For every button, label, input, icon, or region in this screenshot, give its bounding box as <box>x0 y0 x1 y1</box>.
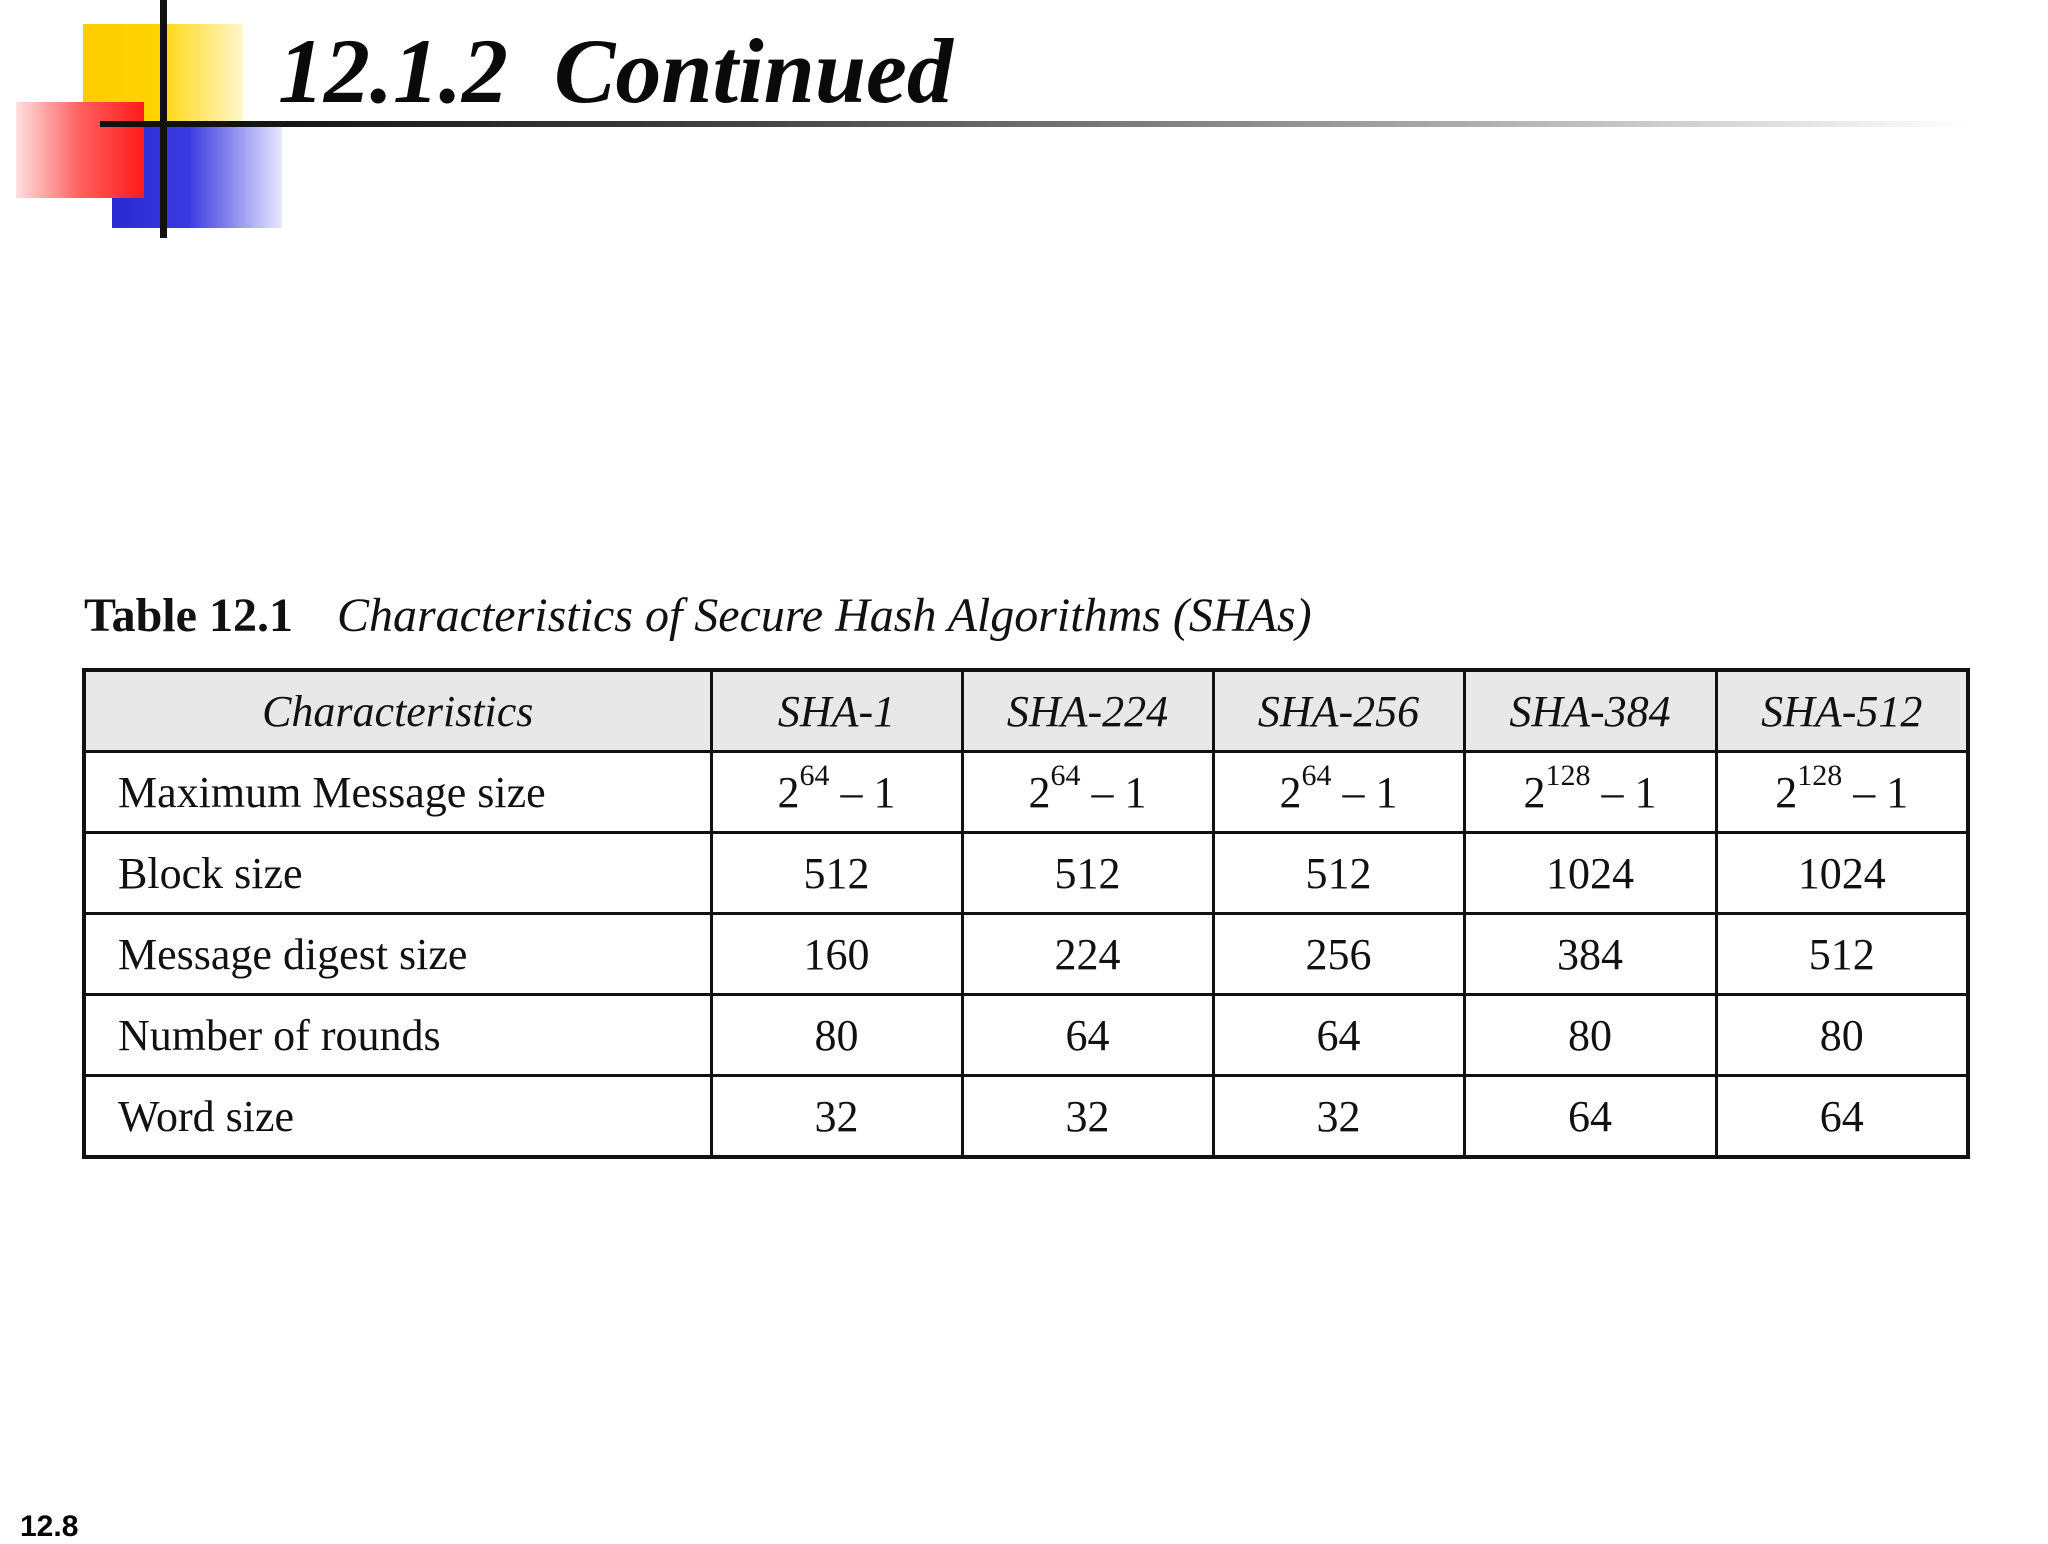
header-sha-224: SHA-224 <box>962 670 1213 752</box>
header-sha-256: SHA-256 <box>1213 670 1464 752</box>
table-caption-number: Table 12.1 <box>84 589 293 642</box>
header-characteristics: Characteristics <box>84 670 711 752</box>
table-row-word-size <box>84 1076 1968 1158</box>
logo-red-square <box>16 102 144 198</box>
row-label: Maximum Message size <box>84 752 711 833</box>
row-label: Number of rounds <box>84 995 711 1076</box>
table-cell: 512 <box>1716 914 1968 995</box>
table-caption <box>84 588 1312 643</box>
row-label: Message digest size <box>84 914 711 995</box>
header-sha-1: SHA-1 <box>711 670 962 752</box>
row-label: Word size <box>84 1076 711 1158</box>
table-header-row <box>84 670 1968 752</box>
table-cell: 1024 <box>1464 833 1716 914</box>
table-cell: 80 <box>1464 995 1716 1076</box>
table-cell: 80 <box>711 995 962 1076</box>
table-cell: 512 <box>962 833 1213 914</box>
table-cell: 512 <box>1213 833 1464 914</box>
table-row-max-message-size <box>84 752 1968 833</box>
table-cell: 512 <box>711 833 962 914</box>
header-sha-512: SHA-512 <box>1716 670 1968 752</box>
row-label: Block size <box>84 833 711 914</box>
table-cell: 224 <box>962 914 1213 995</box>
table-cell: 384 <box>1464 914 1716 995</box>
sha-characteristics-table <box>82 668 1970 1159</box>
page-number: 12.8 <box>20 1510 79 1543</box>
table-cell: 32 <box>711 1076 962 1158</box>
table-cell: $2^{64} - 1$ <box>962 752 1213 833</box>
table-row-number-of-rounds <box>84 995 1968 1076</box>
table-cell: 32 <box>962 1076 1213 1158</box>
table-cell: 64 <box>1464 1076 1716 1158</box>
slide-title: 12.1.2 Continued <box>278 20 953 122</box>
table-cell: 256 <box>1213 914 1464 995</box>
table-cell: 1024 <box>1716 833 1968 914</box>
table-cell: 64 <box>1213 995 1464 1076</box>
table-cell: 64 <box>962 995 1213 1076</box>
table-row-block-size <box>84 833 1968 914</box>
table-cell: $2^{128} - 1$ <box>1716 752 1968 833</box>
table-cell: 32 <box>1213 1076 1464 1158</box>
logo-vertical-line <box>160 0 167 238</box>
slide-logo <box>0 0 300 240</box>
table-cell: $2^{128} - 1$ <box>1464 752 1716 833</box>
table-cell: 80 <box>1716 995 1968 1076</box>
table-cell: 64 <box>1716 1076 1968 1158</box>
table-row-message-digest-size <box>84 914 1968 995</box>
table-cell: $2^{64} - 1$ <box>711 752 962 833</box>
header-sha-384: SHA-384 <box>1464 670 1716 752</box>
table-cell: 160 <box>711 914 962 995</box>
table-cell: $2^{64} - 1$ <box>1213 752 1464 833</box>
table-caption-description: Characteristics of Secure Hash Algorithms (SHAs) <box>336 589 1312 642</box>
